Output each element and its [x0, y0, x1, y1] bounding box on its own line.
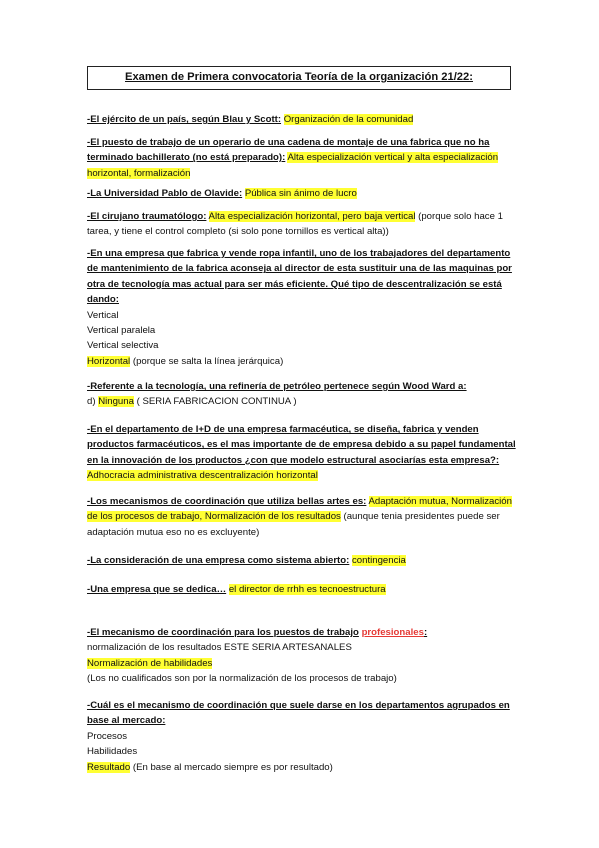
answer-highlight: Horizontal — [87, 355, 131, 367]
question-3 — [87, 186, 517, 201]
question-9 — [87, 553, 517, 568]
highlight-red-word: profesionales — [361, 627, 424, 638]
question-text: -En el departamento de I+D de una empresa farmacéutica, se diseña, fabrica y venden productos farmacéuticos, es el mas importante de de empresa debido a su papel fundamental en la innovación de los productos ¿con que modelo estructural asociarías esta empresa?: — [87, 424, 516, 466]
question-7 — [87, 422, 517, 484]
answer-note: ( SERIA FABRICACION CONTINUA ) — [136, 396, 297, 408]
answer-note: (aunque tenia presidentes puede ser adaptación mutua eso no es excluyente) — [87, 511, 500, 538]
question-text: -Los mecanismos de coordinación que utiliza bellas artes es: — [87, 496, 367, 507]
option-answer — [87, 656, 517, 671]
answer-highlight: Normalización de habilidades — [87, 657, 213, 669]
question-2 — [87, 135, 517, 181]
question-text: -En una empresa que fabrica y vende ropa infantil, uno de los trabajadores del departamento de mantenimiento de la fabrica aconseja al director de esta sustituir una de las maquinas por otra de tecnología mas actual para ser más eficiente. Qué tipo de descentralización se está dando: — [87, 248, 512, 306]
question-text: -Cuál es el mecanismo de coordinación que suele darse en los departamentos agrupados en base al mercado: — [87, 700, 510, 727]
option: Vertical selectiva — [87, 340, 159, 352]
answer-highlight: Adhocracia administrativa descentralización horizontal — [87, 470, 318, 482]
option-answer — [87, 394, 517, 409]
question-text: -El puesto de trabajo de un operario de una cadena de montaje de una fabrica que no ha terminado bachillerato (no está preparado): — [87, 137, 490, 164]
answer-highlight: Pública sin ánimo de lucro — [244, 188, 357, 199]
answer-highlight: Ninguna — [98, 396, 134, 408]
answer-line: normalización de los resultados ESTE SERIA ARTESANALES — [87, 642, 352, 654]
question-text: -La consideración de una empresa como sistema abierto: — [87, 555, 350, 566]
question-text: -Referente a la tecnología, una refinería de petróleo pertenece según Wood Ward a: — [87, 381, 467, 392]
option: Habilidades — [87, 746, 138, 758]
option: Vertical — [87, 309, 119, 321]
question-6 — [87, 379, 517, 410]
option-answer — [87, 760, 517, 775]
answer-highlight: el director de rrhh es tecnoestructura — [228, 584, 386, 595]
answer-highlight: Organización de la comunidad — [283, 114, 414, 125]
question-text: -El cirujano traumatólogo: — [87, 211, 207, 222]
question-8 — [87, 494, 517, 540]
question-1 — [87, 112, 517, 127]
answer-note: (porque solo hace 1 tarea, y tiene el control completo (si solo pone tornillos es vertical alta)) — [87, 211, 503, 238]
page-title: Examen de Primera convocatoria Teoría de la organización 21/22: — [125, 71, 473, 83]
question-10 — [87, 582, 517, 597]
question-11 — [87, 625, 517, 687]
question-12 — [87, 698, 517, 775]
option: Procesos — [87, 730, 127, 742]
answer-highlight: Resultado — [87, 761, 131, 773]
answer-note: (porque se salta la línea jerárquica) — [132, 355, 284, 367]
question-5 — [87, 246, 517, 369]
answer-note: (En base al mercado siempre es por resultado) — [132, 761, 333, 773]
answer-highlight: Alta especialización vertical y alta especialización horizontal, formalización — [87, 152, 499, 179]
answer-highlight: contingencia — [351, 555, 406, 566]
option-letter: d) — [87, 396, 96, 408]
question-4 — [87, 209, 517, 240]
question-colon: : — [423, 627, 428, 638]
answer-highlight: Adaptación mutua, Normalización de los procesos de trabajo, Normalización de los resultados — [87, 496, 512, 523]
option-answer — [87, 354, 517, 369]
question-text: -El ejército de un país, según Blau y Scott: — [87, 114, 282, 125]
question-text: -La Universidad Pablo de Olavide: — [87, 188, 243, 199]
answer-highlight: Alta especialización horizontal, pero baja vertical — [208, 211, 416, 222]
option: Vertical paralela — [87, 325, 156, 337]
answer-note: (Los no cualificados son por la normalización de los procesos de trabajo) — [87, 673, 397, 685]
question-text: -El mecanismo de coordinación para los puestos de trabajo — [87, 627, 359, 638]
question-text: -Una empresa que se dedica… — [87, 584, 227, 595]
